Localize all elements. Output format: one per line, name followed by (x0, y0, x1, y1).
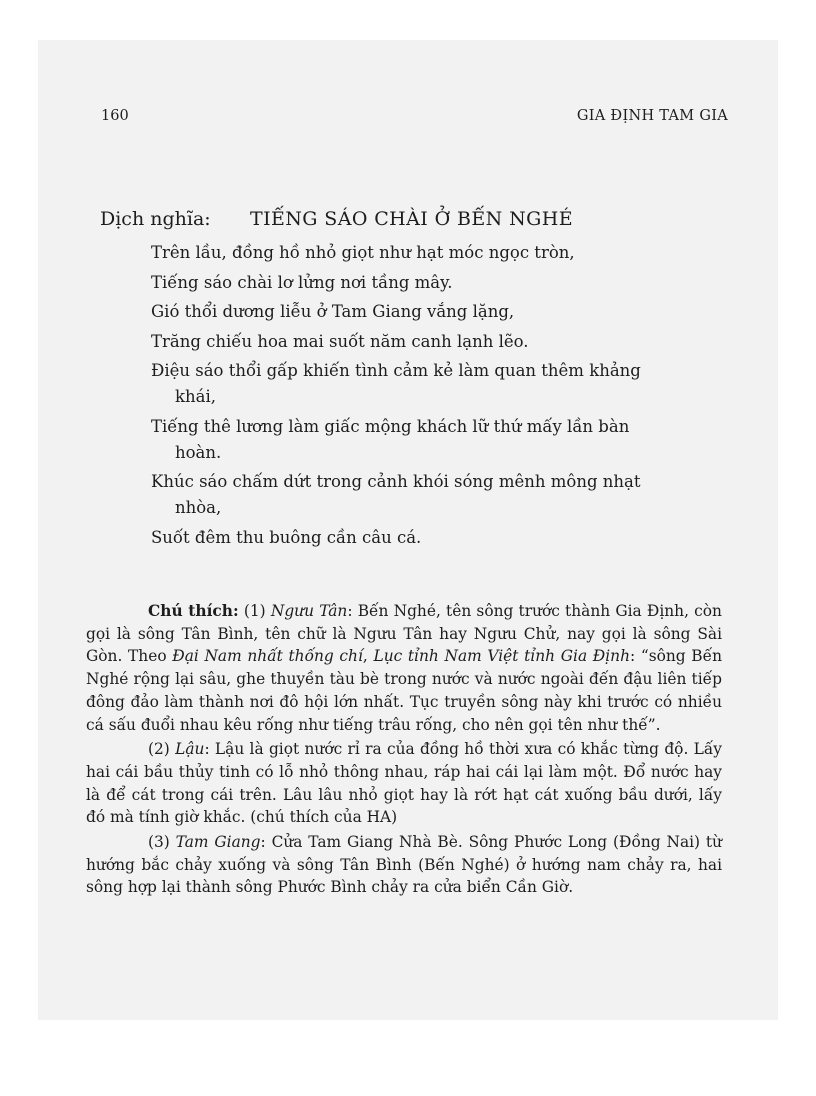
note-number: (1) (243, 602, 266, 620)
poem-line-continuation: khái, (175, 387, 216, 406)
note-source: Đại Nam nhất thống chí (172, 647, 363, 666)
note-term: Lậu (175, 740, 205, 759)
poem-line: Trên lầu, đồng hồ nhỏ giọt như hạt móc ngọc tròn, (151, 243, 575, 262)
translation-label: Dịch nghĩa: (100, 208, 211, 230)
poem-line: Tiếng sáo chài lơ lửng nơi tầng mây. (151, 272, 453, 292)
note-number: (2) (148, 740, 170, 759)
note-source: Lục tỉnh Nam Việt tỉnh Gia Định (373, 647, 630, 666)
footnote-3 (86, 831, 722, 899)
note-separator: , (362, 647, 374, 666)
running-title: GIA ĐỊNH TAM GIA (576, 108, 728, 124)
note-text: : Bến Nghé, tên sông trước thành Gia Định, còn gọi là sông Tân Bình, tên chữ là Ngưu Tân hay Ngưu Chử, nay gọi là sông Sài Gòn. Theo (86, 602, 722, 666)
note-text: : “sông Bến Nghé rộng lại sâu, ghe thuyền tàu bè trong nước và nước ngoài đến đậu liên tiếp đông đảo làm thành nơi đô hội lớn nhất. Tục truyền sông này khi trước có nhiều cá sấu đuổi nhau kêu rống như tiếng trâu rống, cho nên gọi tên như thế”. (86, 647, 723, 734)
poem-line: Gió thổi dương liễu ở Tam Giang vắng lặng, (151, 302, 515, 321)
footnote-2 (86, 738, 722, 829)
note-text: : Lậu là giọt nước rỉ ra của đồng hồ thời xưa có khắc từng độ. Lấy hai cái bầu thủy tinh có lỗ nhỏ thông nhau, ráp hai cái lại làm một. Đổ nước hay là để cát trong cái trên. Lâu lâu nhỏ giọt hay là rớt hạt cát xuống bầu dưới, lấy đó mà tính giờ khắc. (chú thích của HA) (86, 740, 722, 827)
footnotes (86, 600, 722, 901)
poem-line-wrapped (151, 358, 725, 410)
note-number: (3) (148, 833, 170, 852)
note-term: Tam Giang (175, 833, 261, 852)
note-term: Ngưu Tân (270, 602, 348, 620)
footnote-1 (86, 600, 722, 736)
poem-line-wrapped (151, 414, 725, 466)
poem-lines (151, 240, 725, 554)
notes-heading: Chú thích: (148, 602, 239, 620)
poem-line-first: Khúc sáo chấm dứt trong cảnh khói sóng mênh mông nhạt (151, 472, 641, 491)
page-number: 160 (101, 108, 129, 124)
poem-heading (100, 208, 573, 230)
running-head (101, 108, 728, 130)
poem-title: TIẾNG SÁO CHÀI Ở BẾN NGHÉ (250, 208, 573, 230)
poem-line-first: Điệu sáo thổi gấp khiến tình cảm kẻ làm quan thêm khảng (151, 361, 641, 380)
note-text: : Cửa Tam Giang Nhà Bè. Sông Phước Long (Đồng Nai) từ hướng bắc chảy xuống và sông Tân Bình (Bến Nghé) ở hướng nam chảy ra, hai sông hợp lại thành sông Phước Bình chảy ra cửa biển Cần Giờ. (86, 833, 722, 897)
poem-line-continuation: hoàn. (175, 442, 222, 462)
poem-line: Trăng chiếu hoa mai suốt năm canh lạnh lẽo. (151, 331, 529, 351)
poem-line-continuation: nhòa, (175, 498, 222, 517)
poem-line-first: Tiếng thê lương làm giấc mộng khách lữ thứ mấy lần bàn (151, 416, 630, 436)
book-page (38, 40, 778, 1020)
poem-line: Suốt đêm thu buông cần câu cá. (151, 527, 422, 547)
poem-line-wrapped (151, 469, 725, 521)
